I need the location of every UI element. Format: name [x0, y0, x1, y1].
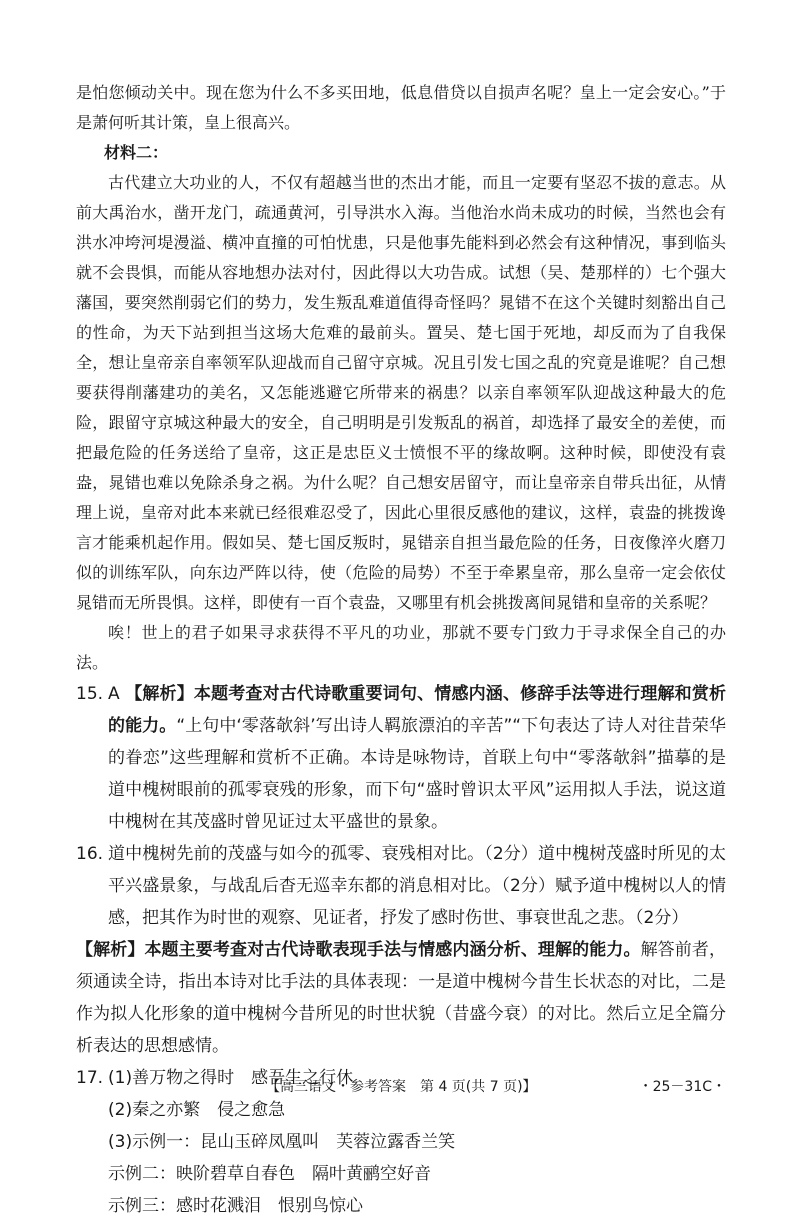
analysis-text: 解答前者，须通读全诗，指出本诗对比手法的具体表现：一是道中槐树今昔生长状态的对比，二是作为拟人化形象的道中槐树今昔所见的时世状貌（昔盛今衰）的对比。然后立足全篇分析表达的思想感情。	[76, 940, 727, 1056]
question-15	[76, 678, 726, 838]
analysis-tag: 【解析】	[125, 684, 194, 704]
question-17-line: (1)善万物之得时 感吾生之行休	[108, 1068, 354, 1088]
question-17-number: 17.	[76, 1068, 104, 1088]
analysis-summary: 本题主要考查对古代诗歌表现手法与情感内涵分析、理解的能力。	[144, 940, 641, 960]
question-16-number: 16.	[76, 844, 104, 864]
question-15-answer: A	[108, 684, 120, 704]
question-15-analysis: “上句中‘零落欹斜’写出诗人羁旅漂泊的辛苦”“下句表达了诗人对往昔荣华的眷恋”这些理解和赏析不正确。本诗是咏物诗，首联上句中“零落欹斜”描摹的是道中槐树眼前的孤零衰残的形象，而下句“盛时曾识太平风”运用拟人手法，说这道中槐树在其茂盛时曾见证过太平盛世的景象。	[108, 716, 727, 832]
question-17-line: 示例二：映阶碧草自春色 隔叶黄鹂空好音	[108, 1164, 431, 1184]
question-17-line: (2)秦之亦繁 侵之愈急	[108, 1100, 286, 1120]
question-16	[76, 838, 726, 934]
material2-paragraph-1: 古代建立大功业的人，不仅有超越当世的杰出才能，而且一定要有坚忍不拔的意志。从前大禹治水，凿开龙门，疏通黄河，引导洪水入海。当他治水尚未成功的时候，当然也会有洪水冲垮河堤漫溢、横冲直撞的可怕忧患，只是他事先能料到必然会有这种情况，事到临头就不会畏惧，而能从容地想办法对付，因此得以大功告成。试想（吴、楚那样的）七个强大藩国，要突然削弱它们的势力，发生叛乱难道值得奇怪吗？晁错不在这个关键时刻豁出自己的性命，为天下站到担当这场大危难的最前头。置吴、楚七国于死地，却反而为了自我保全，想让皇帝亲自率领军队迎战而自己留守京城。况且引发七国之乱的究竟是谁呢？自己想要获得削藩建功的美名，又怎能逃避它所带来的祸患？以亲自率领军队迎战这种最大的危险，跟留守京城这种最大的安全，自己明明是引发叛乱的祸首，却选择了最安全的差使，而把最危险的任务送给了皇帝，这正是忠臣义士愤恨不平的缘故啊。这种时候，即使没有袁盎，晁错也难以免除杀身之祸。为什么呢？自己想安居留守，而让皇帝亲自带兵出征，从情理上说，皇帝对此本来就已经很难忍受了，因此心里很反感他的建议，这样，袁盎的挑拨谗言才能乘机起作用。假如吴、楚七国反叛时，晁错亲自担当最危险的任务，日夜像淬火磨刀似的训练军队，向东边严阵以待，使（危险的局势）不至于牵累皇帝，那么皇帝一定会依仗晁错而无所畏惧。这样，即使有一百个袁盎，又哪里有机会挑拨离间晁错和皇帝的关系呢？	[76, 173, 726, 612]
question-15-number: 15.	[76, 684, 104, 704]
footer-code: ・25－31C・	[638, 1079, 726, 1095]
analysis-tag: 【解析】	[76, 940, 145, 960]
continuation-text: 是怕您倾动关中。现在您为什么不多买田地，低息借贷以自损声名呢？皇上一定会安心。”于是萧何听其计策，皇上很高兴。	[76, 83, 726, 132]
question-17-line: (3)示例一：昆山玉碎凤凰叫 芙蓉泣露香兰笑	[108, 1132, 456, 1152]
material2-paragraph-2: 唉！世上的君子如果寻求获得不平凡的功业，那就不要专门致力于寻求保全自己的办法。	[76, 623, 726, 672]
page-footer	[76, 1072, 726, 1100]
footer-title: 【高三语文・参考答案 第 4 页(共 7 页)】	[266, 1079, 537, 1095]
question-17-line: 示例三：感时花溅泪 恨别鸟惊心	[108, 1196, 363, 1216]
analysis-summary: 本题考查对古代诗歌重要词句、情感内涵、修辞手法等进行理解和赏析的能力。	[108, 684, 727, 736]
material2-heading: 材料二：	[104, 143, 169, 162]
answer-content	[76, 78, 726, 1222]
question-16-answer: 道中槐树先前的茂盛与如今的孤零、衰残相对比。（2分）道中槐树茂盛时所见的太平兴盛景象，与战乱后杳无巡幸东都的消息相对比。（2分）赋予道中槐树以人的情感，把其作为时世的观察、见证者，抒发了感时伤世、事衰世乱之悲。（2分）	[108, 844, 726, 928]
question-15-body	[108, 678, 726, 838]
question-16-analysis	[76, 934, 726, 1062]
